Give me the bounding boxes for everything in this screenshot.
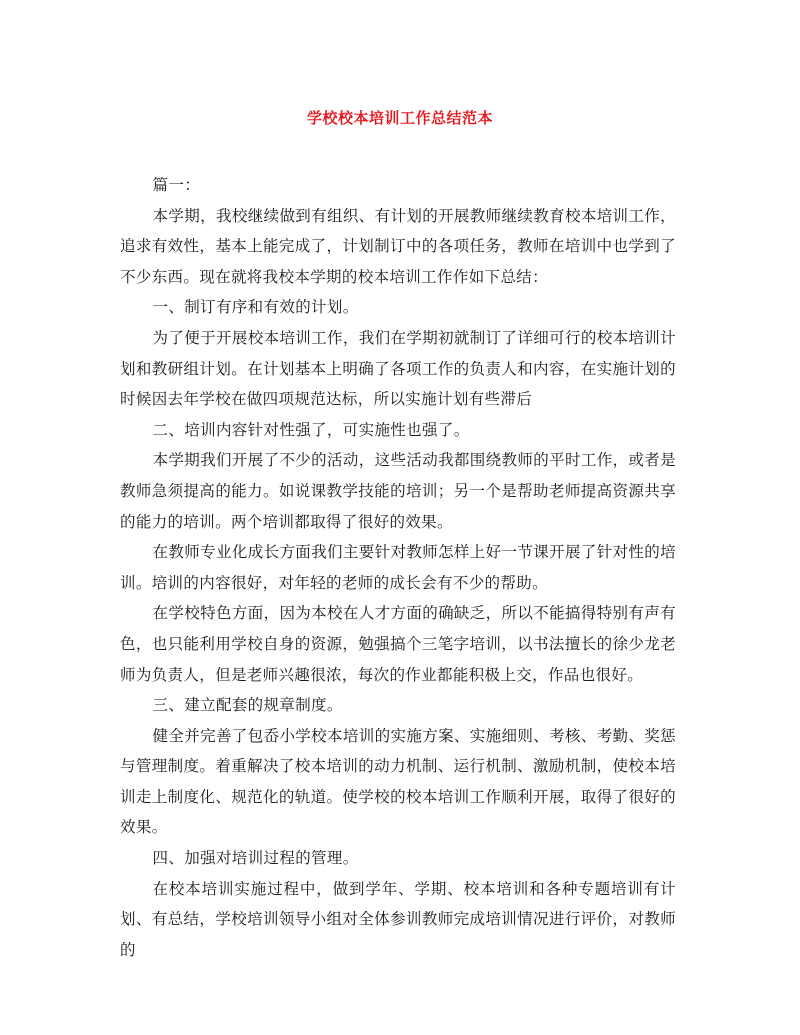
section-label: 篇一： (152, 176, 201, 194)
body-paragraph: 本学期，我校继续做到有组织、有计划的开展教师继续教育校本培训工作，追求有效性，基本上能完成了，计划制订中的各项任务，教师在培训中也学到了不少东西。现在就将我校本学期的校本培训工作作如下总结： (120, 206, 676, 286)
body-paragraph: 在学校特色方面，因为本校在人才方面的确缺乏，所以不能搞得特别有声有色，也只能利用学校自身的资源，勉强搞个三笔字培训，以书法擅长的徐少龙老师为负责人，但是老师兴趣很浓，每次的作业都能积极上交，作品也很好。 (120, 604, 676, 684)
body-paragraph: 为了便于开展校本培训工作，我们在学期初就制订了详细可行的校本培训计划和教研组计划。在计划基本上明确了各项工作的负责人和内容，在实施计划的时候因去年学校在做四项规范达标，所以实施计划有些滞后 (120, 328, 676, 409)
body-paragraph: 本学期我们开展了不少的活动，这些活动我都围绕教师的平时工作，或者是教师急须提高的能力。如说课教学技能的培训；另一个是帮助老师提高资源共享的能力的培训。两个培训都取得了很好的效果。 (120, 451, 676, 531)
body-paragraph: 在校本培训实施过程中，做到学年、学期、校本培训和各种专题培训有计划、有总结，学校培训领导小组对全体参训教师完成培训情况进行评价，对教师的 (120, 879, 676, 959)
section-heading: 四、加强对培训过程的管理。 (152, 849, 359, 868)
section-heading: 二、培训内容针对性强了，可实施性也强了。 (152, 420, 470, 439)
section-heading: 一、制订有序和有效的计划。 (152, 298, 359, 317)
document-title: 学校校本培训工作总结范本 (306, 109, 493, 127)
document-body (120, 170, 676, 965)
section-heading: 三、建立配套的规章制度。 (152, 696, 343, 715)
body-paragraph: 在教师专业化成长方面我们主要针对教师怎样上好一节课开展了针对性的培训。培训的内容很好，对年轻的老师的成长会有不少的帮助。 (120, 543, 676, 592)
body-paragraph: 健全并完善了包岙小学校本培训的实施方案、实施细则、考核、考勤、奖惩与管理制度。着重解决了校本培训的动力机制、运行机制、激励机制，使校本培训走上制度化、规范化的轨道。使学校的校本培训工作顺利开展，取得了很好的效果。 (120, 726, 676, 837)
